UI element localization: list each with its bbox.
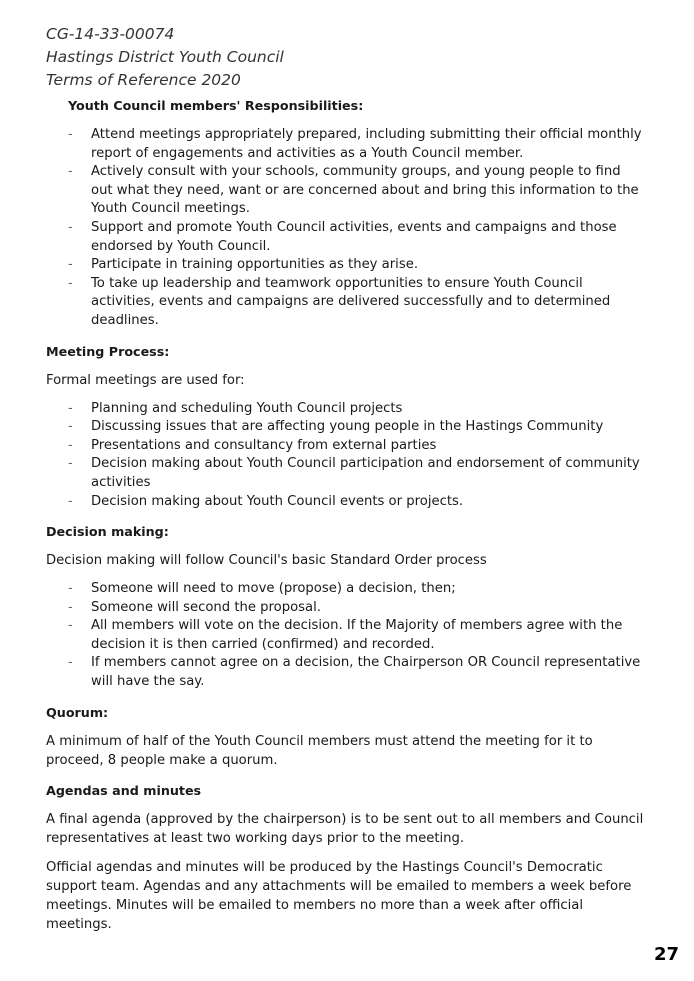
main-content (46, 96, 646, 934)
dash-bullet: - (68, 618, 73, 634)
responsibilities-heading: Youth Council members' Responsibilities: (68, 98, 364, 113)
dash-bullet: - (68, 275, 73, 291)
list-item: - Planning and scheduling Youth Council projects (46, 400, 646, 419)
agendas-heading: Agendas and minutes (46, 782, 202, 798)
meeting-process-heading: Meeting Process: (46, 343, 170, 359)
list-item: - If members cannot agree on a decision, the Chairperson OR Council representative will have the say. (68, 655, 641, 690)
list-item: - Support and promote Youth Council activities, events and campaigns and those endorsed by Youth Council. (68, 219, 617, 254)
list-item: - Presentations and consultancy from external parties (46, 437, 646, 456)
org-name: Hastings District Youth Council (46, 48, 284, 66)
list-item: - Someone will need to move (propose) a decision, then; (46, 580, 646, 599)
list-item: - Attend meetings appropriately prepared, including submitting their official monthly report of engagements and activities as a Youth Council member. (68, 127, 642, 161)
list-item: - Discussing issues that are affecting young people in the Hastings Community (46, 418, 646, 437)
list-item: - Participate in training opportunities as they arise. (46, 256, 646, 275)
dash-bullet: - (68, 419, 73, 435)
agendas-para-1: A final agenda (approved by the chairperson) is to be sent out to all members and Council representatives at least two working days prior to the meeting. (46, 811, 644, 846)
quorum-text: A minimum of half of the Youth Council members must attend the meeting for it to proceed, 8 people make a quorum. (46, 733, 593, 768)
agendas-para-2: Official agendas and minutes will be produced by the Hastings Council's Democratic support team. Agendas and any attachments will be emailed to members a week before meetings. Minutes will be emailed to members no more than a week after official meetings. (46, 859, 632, 932)
dash-bullet: - (68, 257, 73, 273)
responsibilities-list (46, 126, 646, 331)
dash-bullet: - (68, 164, 73, 180)
list-item: - To take up leadership and teamwork opportunities to ensure Youth Council activities, events and campaigns are delivered successfully and to determined deadlines. (68, 275, 611, 328)
decision-making-list (46, 580, 646, 692)
list-item: - Someone will second the proposal. (46, 599, 646, 618)
doc-title: Terms of Reference 2020 (46, 71, 241, 89)
dash-bullet: - (68, 655, 73, 671)
meeting-process-list (46, 400, 646, 512)
page-header (46, 23, 284, 92)
quorum-heading: Quorum: (46, 704, 109, 720)
decision-making-heading: Decision making: (46, 524, 169, 540)
meeting-process-intro: Formal meetings are used for: (46, 372, 245, 388)
dash-bullet: - (68, 581, 73, 597)
list-item: - Decision making about Youth Council events or projects. (46, 493, 646, 512)
doc-id: CG-14-33-00074 (46, 25, 175, 43)
dash-bullet: - (68, 400, 73, 416)
list-item: - All members will vote on the decision. If the Majority of members agree with the decision it is then carried (confirmed) and recorded. (68, 618, 623, 652)
dash-bullet: - (68, 219, 73, 235)
page-number: 27 (653, 944, 679, 965)
list-item: - Actively consult with your schools, community groups, and young people to find out what they need, want or are concerned about and bring this information to the Youth Council meetings. (68, 164, 639, 217)
dash-bullet: - (68, 437, 73, 453)
dash-bullet: - (68, 127, 73, 142)
decision-making-intro: Decision making will follow Council's basic Standard Order process (46, 553, 487, 569)
dash-bullet: - (68, 456, 73, 472)
dash-bullet: - (68, 493, 73, 509)
dash-bullet: - (68, 599, 73, 615)
list-item: - Decision making about Youth Council participation and endorsement of community activities (68, 456, 640, 490)
